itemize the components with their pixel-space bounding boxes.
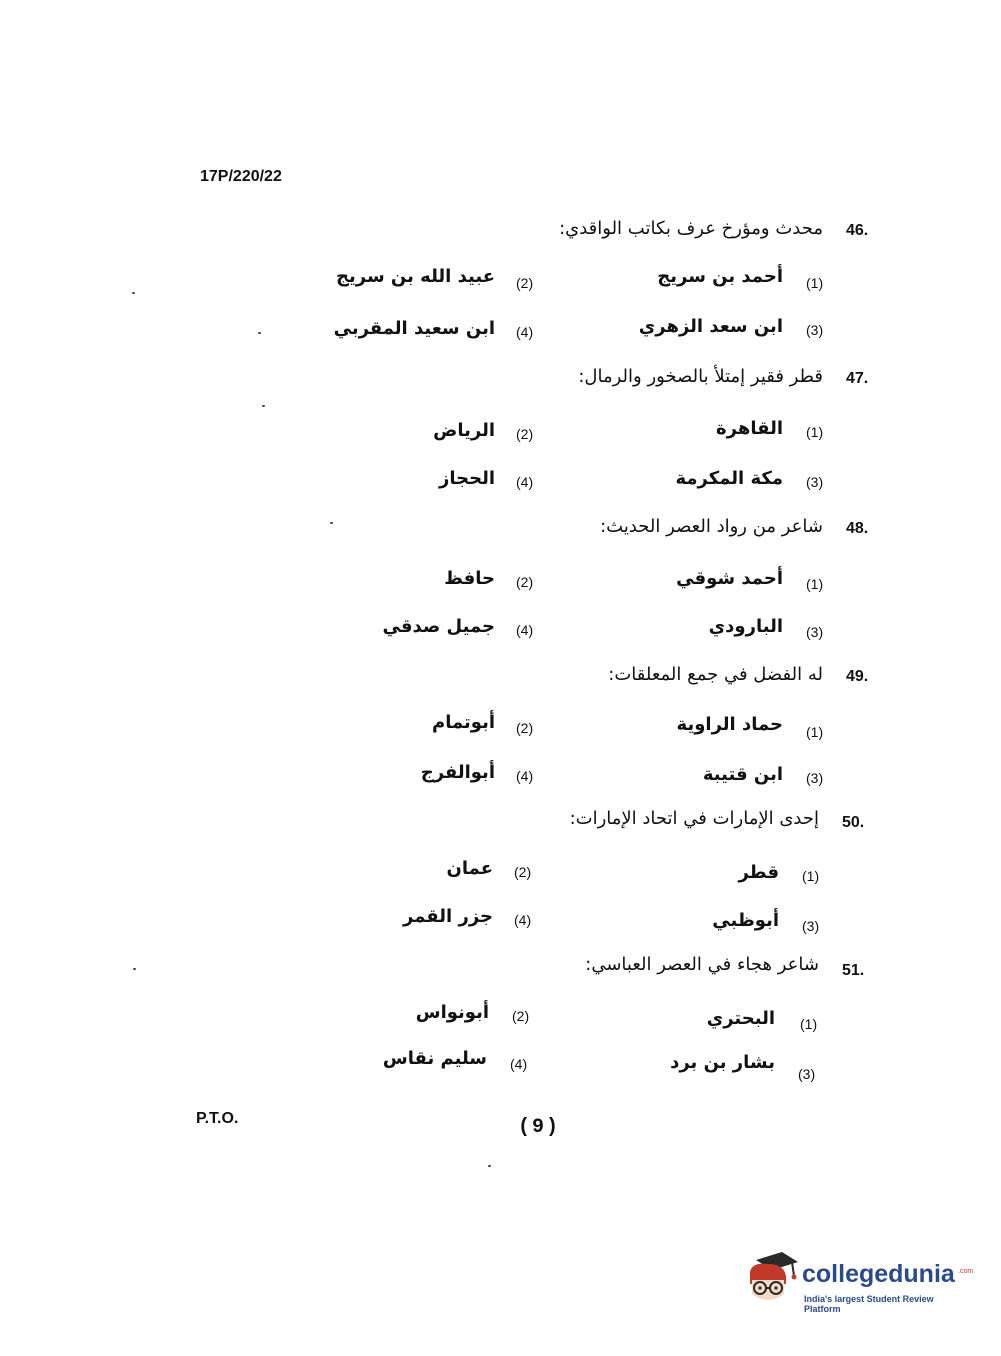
option-text: مكة المكرمة xyxy=(675,468,783,489)
scan-speck xyxy=(330,522,333,524)
scan-speck xyxy=(488,1165,491,1167)
option-number: (4) xyxy=(516,474,534,490)
option-text: الحجاز xyxy=(439,468,495,489)
question-number: 47. xyxy=(846,370,869,387)
question-number: 49. xyxy=(846,668,869,685)
option-number: (3) xyxy=(806,322,824,338)
question-number: 51. xyxy=(842,962,865,979)
scan-speck xyxy=(262,405,265,407)
option-text: بشار بن برد xyxy=(670,1052,775,1073)
question-text: شاعر من رواد العصر الحديث: xyxy=(600,516,823,537)
option-number: (1) xyxy=(806,424,824,440)
option-text: أحمد بن سريج xyxy=(657,266,783,287)
option-text: ابن سعيد المقربي xyxy=(333,318,495,339)
option-text: جميل صدقي xyxy=(382,616,495,637)
option-text: سليم نقاس xyxy=(382,1048,487,1069)
question-text: قطر فقير إمتلأ بالصخور والرمال: xyxy=(578,366,823,387)
option-number: (4) xyxy=(516,324,534,340)
mascot-icon xyxy=(742,1250,800,1310)
option-text: البارودي xyxy=(708,616,783,637)
option-text: أحمد شوقي xyxy=(676,568,783,589)
question-number: 46. xyxy=(846,222,869,239)
scan-speck xyxy=(132,292,135,294)
option-number: (2) xyxy=(516,720,534,736)
scan-speck xyxy=(133,968,136,970)
option-number: (4) xyxy=(516,768,534,784)
option-number: (4) xyxy=(514,912,532,928)
option-number: (3) xyxy=(798,1066,816,1082)
scan-speck xyxy=(258,332,261,334)
option-number: (3) xyxy=(806,474,824,490)
option-number: (2) xyxy=(516,426,534,442)
option-text: أبوالفرج xyxy=(420,762,495,783)
option-text: أبونواس xyxy=(415,1002,489,1023)
option-text: ابن قتيبة xyxy=(702,764,783,785)
option-text: الرياض xyxy=(433,420,495,441)
option-number: (4) xyxy=(516,622,534,638)
brand-tagline: India's largest Student Review Platform xyxy=(804,1294,934,1314)
option-text: القاهرة xyxy=(716,418,783,439)
option-text: عمان xyxy=(446,858,493,879)
brand-name: collegedunia xyxy=(802,1260,955,1288)
option-number: (2) xyxy=(514,864,532,880)
pto-label: P.T.O. xyxy=(196,1110,239,1127)
question-text: محدث ومؤرخ عرف بكاتب الواقدي: xyxy=(559,218,823,239)
question-number: 48. xyxy=(846,520,869,537)
option-number: (1) xyxy=(806,275,824,291)
option-number: (1) xyxy=(806,724,824,740)
option-text: البحتري xyxy=(706,1008,775,1029)
option-number: (1) xyxy=(806,576,824,592)
collegedunia-logo xyxy=(742,1250,972,1312)
option-number: (2) xyxy=(512,1008,530,1024)
option-number: (3) xyxy=(802,918,820,934)
option-text: حافظ xyxy=(444,568,495,589)
option-number: (2) xyxy=(516,275,534,291)
option-number: (3) xyxy=(806,770,824,786)
option-text: أبوظبي xyxy=(712,910,779,931)
option-text: عبيد الله بن سريج xyxy=(336,266,495,287)
option-number: (2) xyxy=(516,574,534,590)
option-text: حماد الراوية xyxy=(676,714,783,735)
option-number: (4) xyxy=(510,1056,528,1072)
option-number: (3) xyxy=(806,624,824,640)
option-number: (1) xyxy=(800,1016,818,1032)
brand-domain: .com xyxy=(958,1268,974,1275)
question-number: 50. xyxy=(842,814,865,831)
question-text: شاعر هجاء في العصر العباسي: xyxy=(585,954,819,975)
page-number: (9) xyxy=(518,1116,561,1139)
question-text: له الفضل في جمع المعلقات: xyxy=(608,664,823,685)
question-text: إحدى الإمارات في اتحاد الإمارات: xyxy=(569,808,819,829)
option-number: (1) xyxy=(802,868,820,884)
option-text: قطر xyxy=(738,862,779,883)
paper-code: 17P/220/22 xyxy=(200,168,282,185)
option-text: جزر القمر xyxy=(403,906,493,927)
option-text: ابن سعد الزهري xyxy=(638,316,783,337)
option-text: أبوتمام xyxy=(432,712,495,733)
